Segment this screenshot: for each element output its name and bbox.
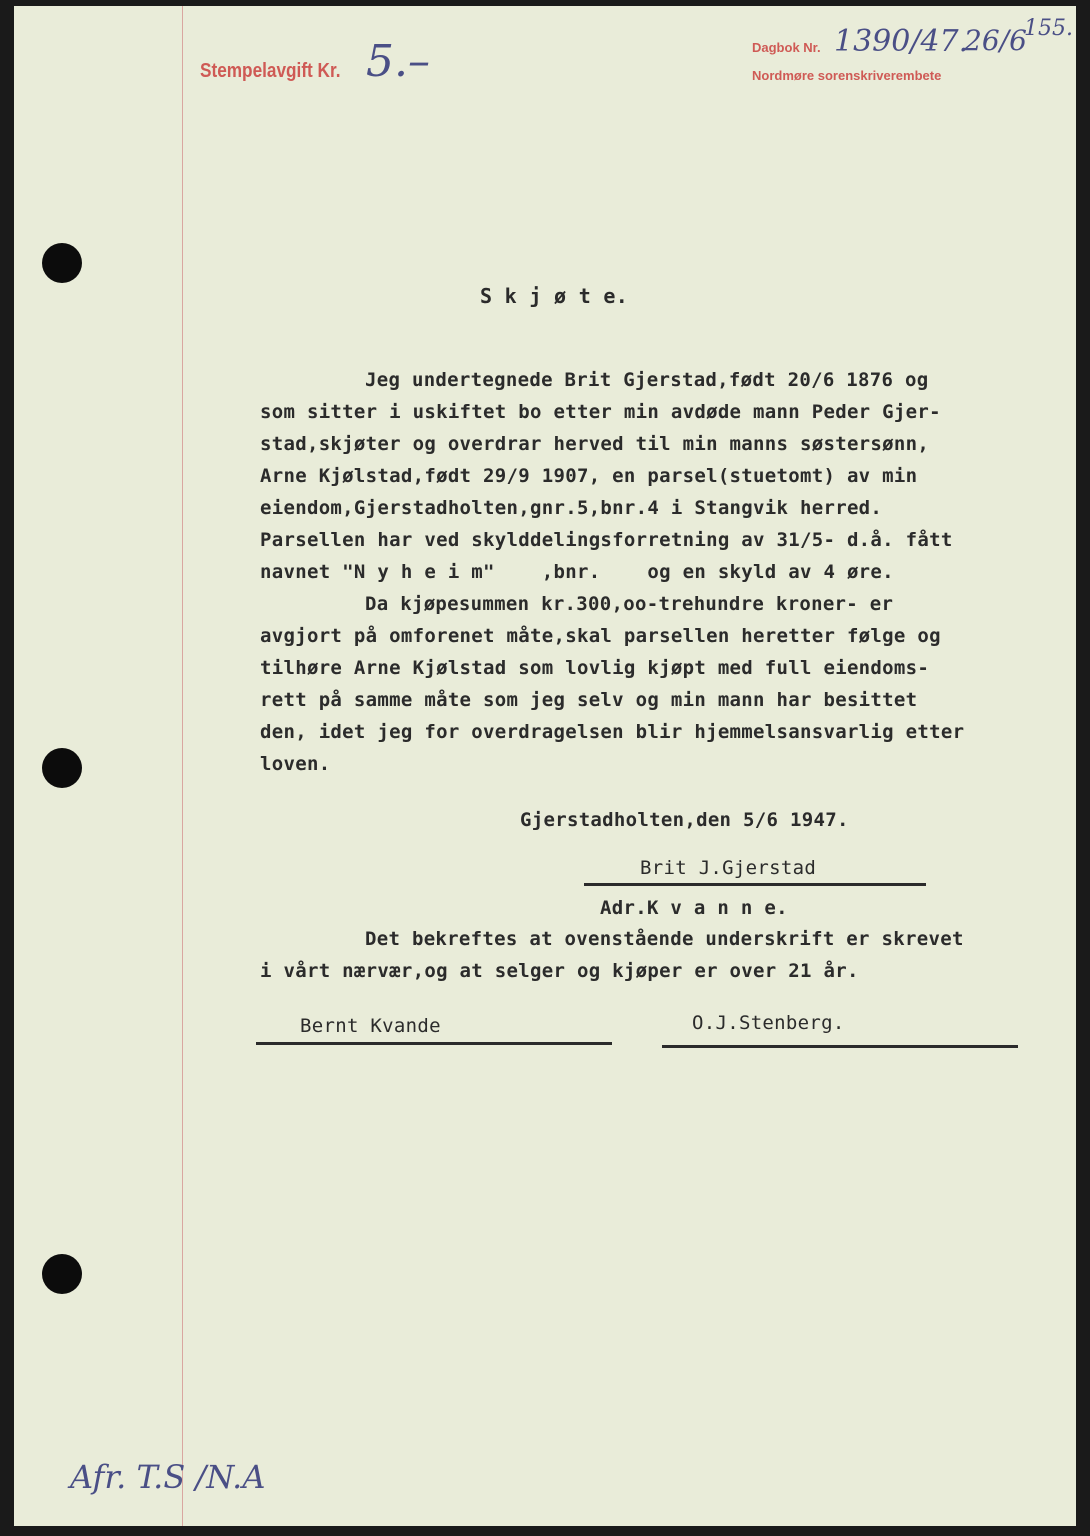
seller-signature: Brit J.Gjerstad — [640, 857, 817, 879]
margin-line — [182, 6, 183, 1526]
body-line: den, idet jeg for overdragelsen blir hjemmelsansvarlig etter — [260, 721, 965, 743]
register-label: Dagbok Nr. — [752, 40, 821, 55]
seller-signature-line — [584, 883, 926, 886]
body-line: avgjort på omforenet måte,skal parsellen heretter følge og — [260, 625, 941, 647]
body-line: som sitter i uskiftet bo etter min avdøde mann Peder Gjer- — [260, 401, 941, 423]
seller-address: Adr.K v a n n e. — [600, 897, 788, 919]
body-line: eiendom,Gjerstadholten,gnr.5,bnr.4 i Stangvik herred. — [260, 497, 883, 519]
body-line: Da kjøpesummen kr.300,oo-trehundre kroner- er — [365, 593, 894, 615]
witness1-signature: Bernt Kvande — [300, 1015, 441, 1037]
register-office-stamp: Nordmøre sorenskriverembete — [752, 68, 942, 83]
body-line: Arne Kjølstad,født 29/9 1907, en parsel(stuetomt) av min — [260, 465, 918, 487]
body-line: Parsellen har ved skylddelingsforretning av 31/5- d.å. fått — [260, 529, 953, 551]
document-title: S k j ø t e. — [480, 284, 629, 308]
page-number-note: 155. — [1024, 16, 1073, 41]
witness2-signature-line — [662, 1045, 1018, 1048]
register-date-note: 26/6 — [964, 24, 1027, 57]
punch-hole-bottom — [42, 1254, 82, 1294]
punch-hole-middle — [42, 748, 82, 788]
witness-statement-line: Det bekreftes at ovenstående underskrift er skrevet — [365, 928, 964, 950]
body-line: loven. — [260, 753, 331, 775]
body-line: Jeg undertegnede Brit Gjerstad,født 20/6 1876 og — [365, 369, 929, 391]
document-page — [14, 6, 1076, 1526]
witness1-signature-line — [256, 1042, 612, 1045]
stamp-duty-label: Stempelavgift Kr. — [200, 60, 341, 82]
body-line: stad,skjøter og overdrar herved til min manns søstersønn, — [260, 433, 930, 455]
place-date: Gjerstadholten,den 5/6 1947. — [520, 809, 849, 831]
witness2-signature: O.J.Stenberg. — [692, 1012, 845, 1034]
punch-hole-top — [42, 243, 82, 283]
body-line: tilhøre Arne Kjølstad som lovlig kjøpt med full eiendoms- — [260, 657, 930, 679]
stamp-duty-amount: 5.– — [366, 36, 430, 87]
body-line: navnet "N y h e i m" ,bnr. og en skyld av 4 øre. — [260, 561, 894, 583]
body-line: rett på samme måte som jeg selv og min mann har besittet — [260, 689, 918, 711]
register-number: 1390/47. — [834, 24, 969, 59]
handwritten-note: Afr. T.S /N.A — [70, 1458, 266, 1496]
witness-statement-line: i vårt nærvær,og at selger og kjøper er over 21 år. — [260, 960, 859, 982]
